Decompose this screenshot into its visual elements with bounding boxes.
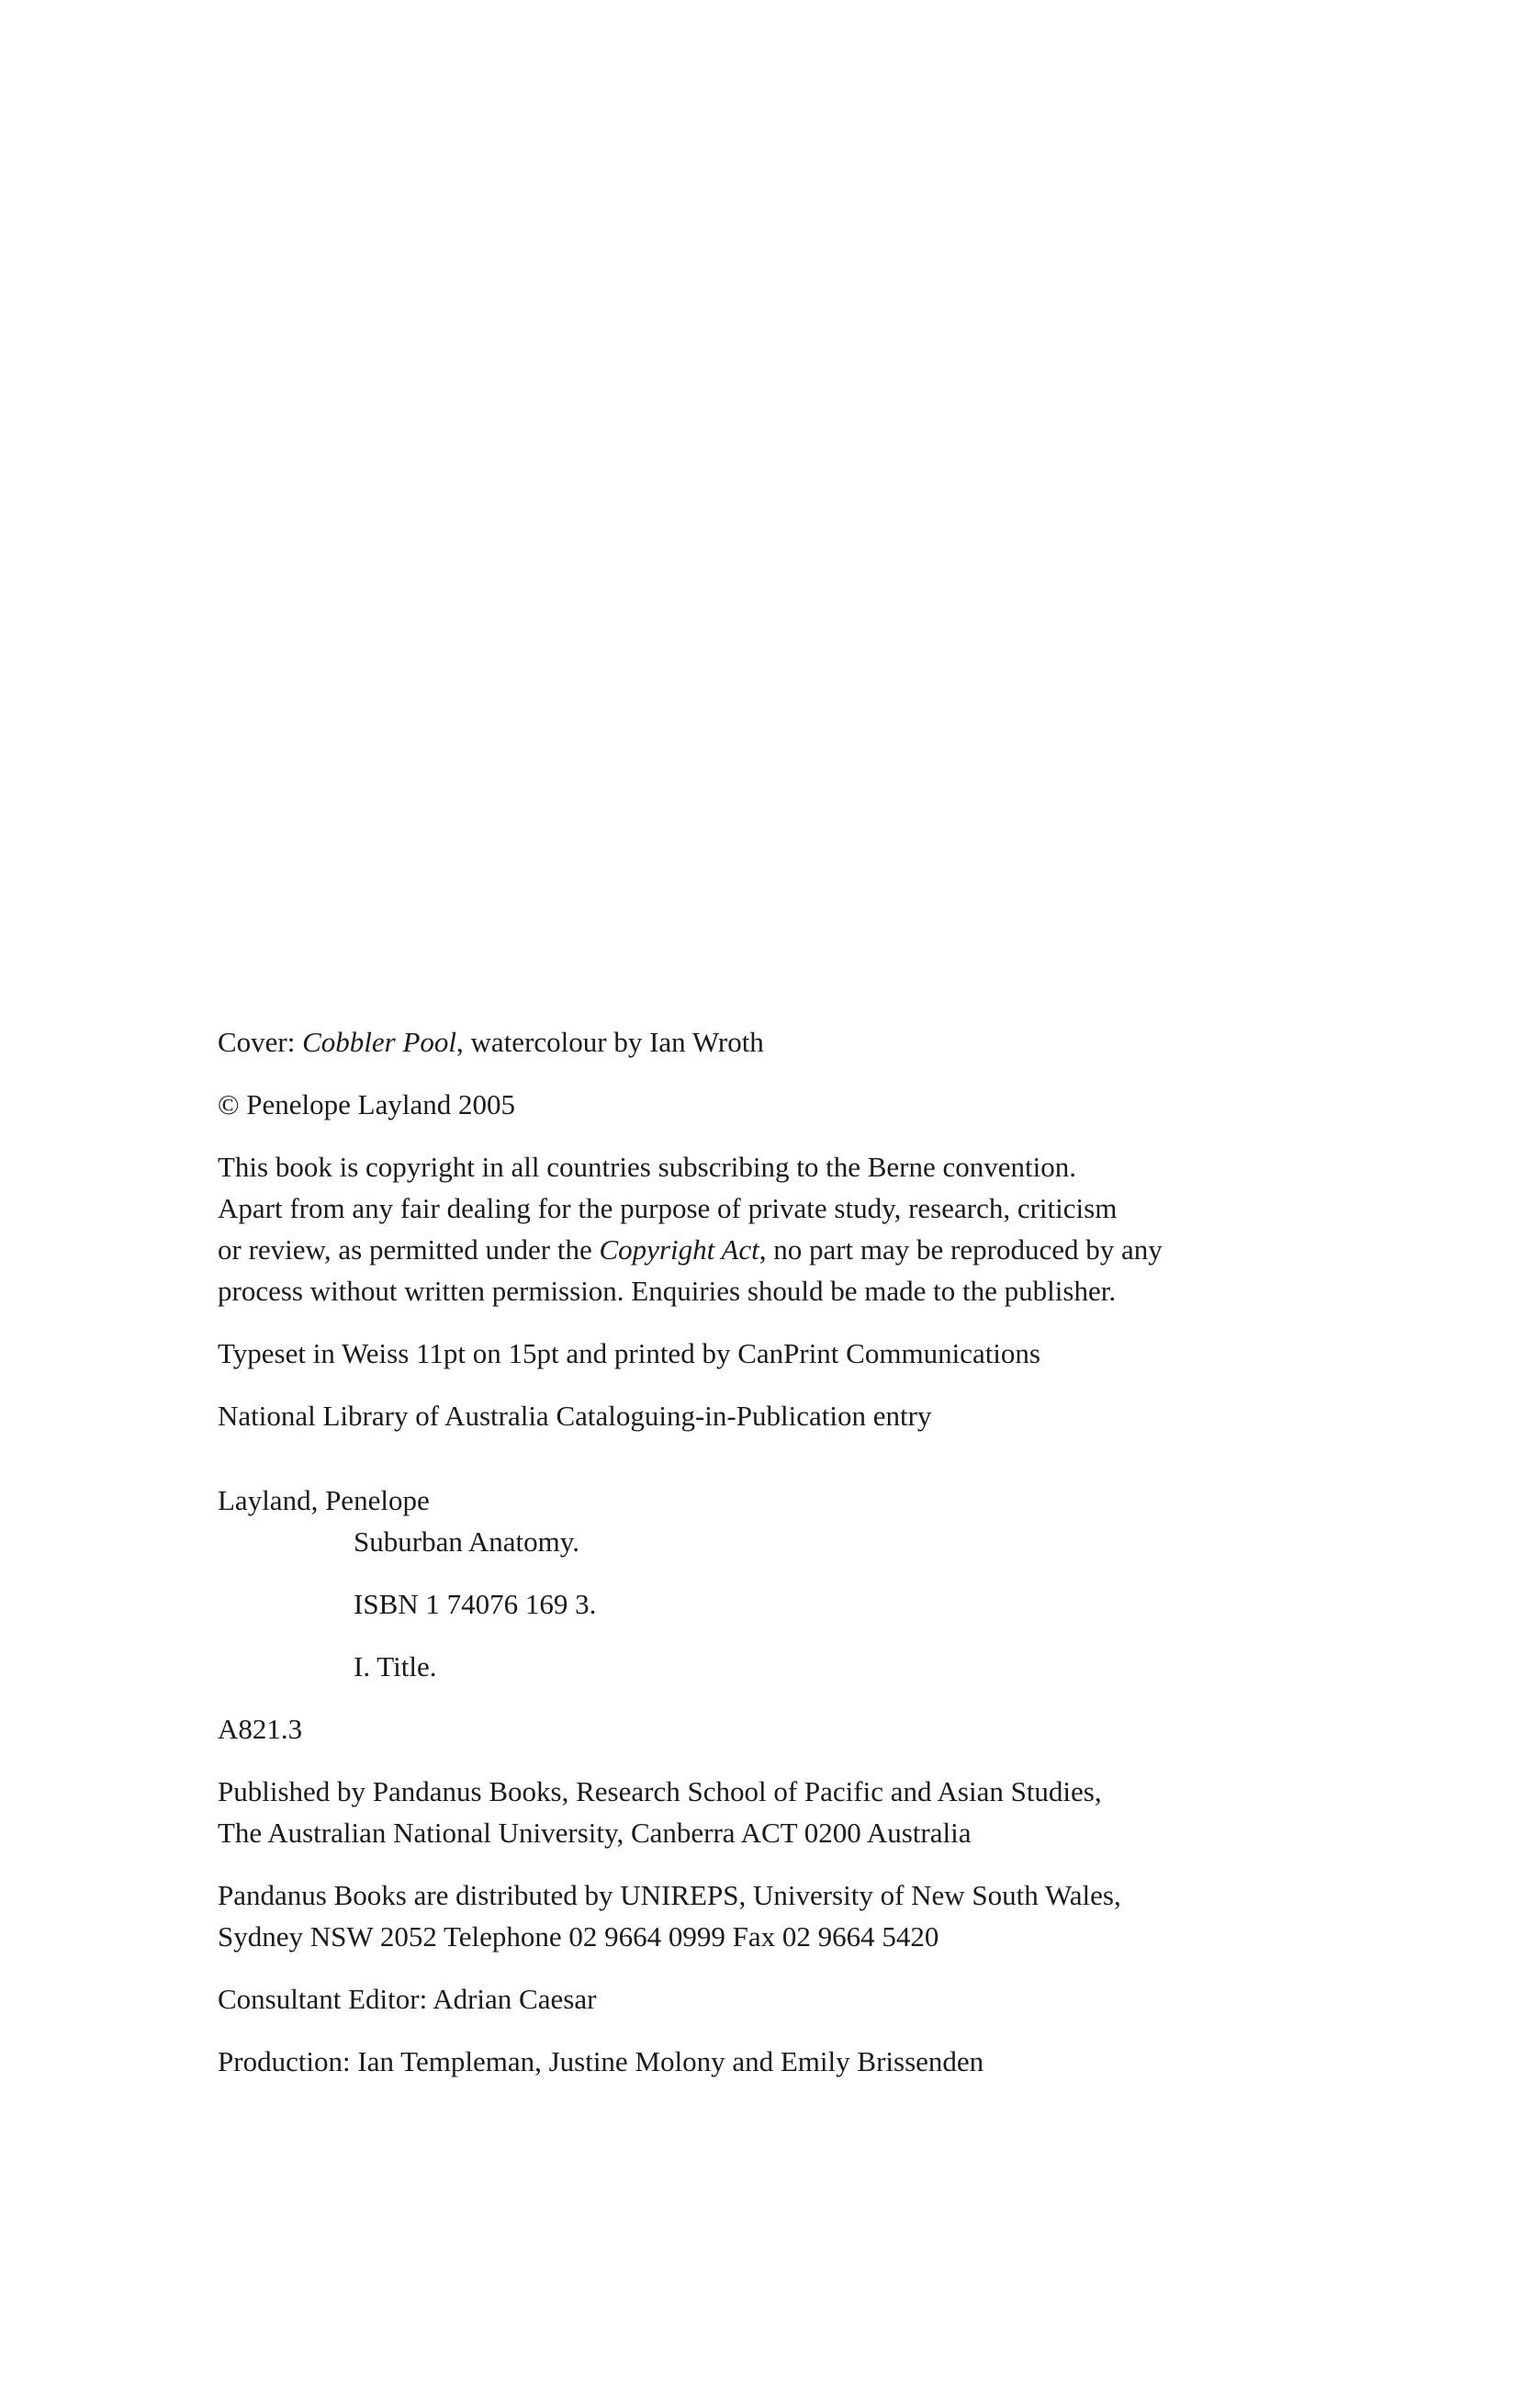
- typeset-credit: Typeset in Weiss 11pt on 15pt and printed by CanPrint Communications: [218, 1337, 1040, 1369]
- rights-statement: [218, 1146, 1320, 1311]
- rights-text: or review, as permitted under the: [218, 1233, 600, 1266]
- cip-isbn: ISBN 1 74076 169 3.: [354, 1588, 597, 1620]
- distribution-info: [218, 1874, 1320, 1957]
- copyright-notice: © Penelope Layland 2005: [218, 1088, 516, 1120]
- cip-subject: I. Title.: [354, 1650, 437, 1683]
- cip-title: Suburban Anatomy.: [354, 1525, 579, 1558]
- cover-credit: [218, 1021, 1320, 1063]
- cip-classification: A821.3: [218, 1713, 303, 1745]
- rights-line: This book is copyright in all countries subscribing to the Berne convention.: [218, 1151, 1077, 1183]
- imprint-block: [218, 1021, 1320, 2082]
- cover-title: Cobbler Pool: [302, 1026, 457, 1058]
- rights-line: [218, 1229, 1320, 1270]
- cip-heading: National Library of Australia Cataloguing-in-Publication entry: [218, 1400, 932, 1432]
- rights-line: process without written permission. Enquiries should be made to the publisher.: [218, 1275, 1117, 1307]
- publisher-line: The Australian National University, Canberra ACT 0200 Australia: [218, 1817, 972, 1849]
- rights-text: , no part may be reproduced by any: [759, 1233, 1163, 1266]
- distribution-line: Sydney NSW 2052 Telephone 02 9664 0999 Fax 02 9664 5420: [218, 1920, 939, 1953]
- distribution-line: Pandanus Books are distributed by UNIREPS, University of New South Wales,: [218, 1879, 1121, 1911]
- publisher-info: [218, 1771, 1320, 1853]
- consultant-editor: Consultant Editor: Adrian Caesar: [218, 1983, 597, 2015]
- copyright-act-title: Copyright Act: [599, 1233, 759, 1266]
- publisher-line: Published by Pandanus Books, Research School of Pacific and Asian Studies,: [218, 1775, 1102, 1807]
- cover-prefix: Cover:: [218, 1026, 303, 1058]
- rights-line: Apart from any fair dealing for the purpose of private study, research, criticism: [218, 1192, 1118, 1224]
- cover-suffix: , watercolour by Ian Wroth: [456, 1026, 764, 1058]
- cip-author: Layland, Penelope: [218, 1484, 430, 1516]
- production-credit: Production: Ian Templeman, Justine Molony and Emily Brissenden: [218, 2045, 984, 2077]
